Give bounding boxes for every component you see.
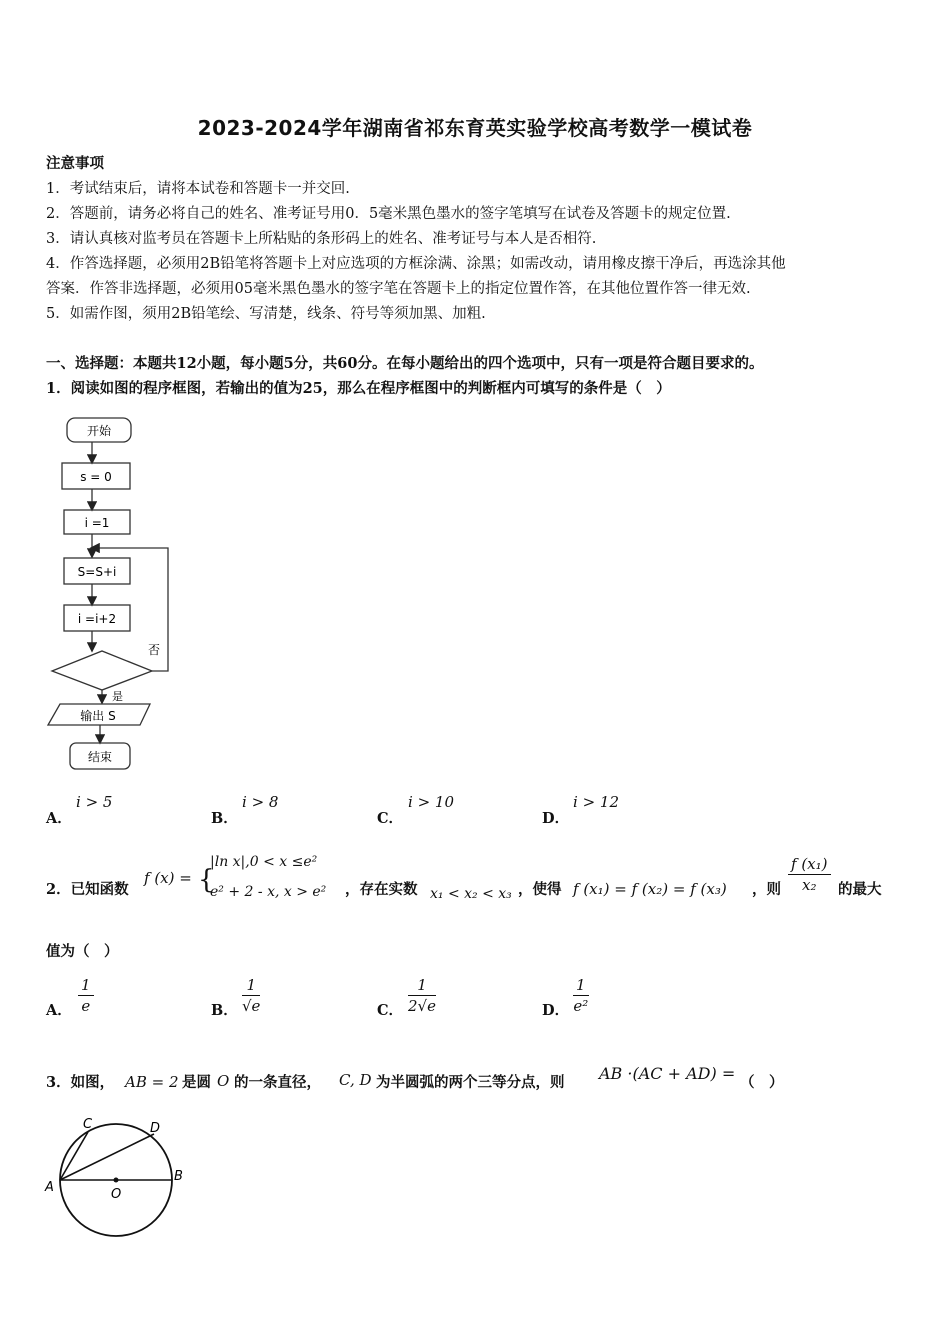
- flow-inc-label: i =i+2: [77, 612, 117, 626]
- flow-i1-label: i =1: [84, 516, 110, 530]
- q3-suffix: （ ）: [740, 1074, 784, 1091]
- q2-option-b-label: B．: [211, 1002, 238, 1019]
- point-a-label: A: [45, 1180, 54, 1195]
- q2-option-c: [408, 976, 436, 1015]
- q2-option-c-label: C．: [377, 1002, 404, 1019]
- q2-ratio-denominator: x₂: [802, 876, 817, 894]
- flow-end-label: 结束: [87, 750, 113, 764]
- q3-circle-figure: [40, 1112, 200, 1242]
- flow-start-label: 开始: [86, 424, 112, 438]
- q1-option-d: i > 12: [573, 793, 619, 811]
- q2-text-3: ，则: [752, 881, 781, 898]
- q2-ratio: [788, 855, 831, 894]
- point-o-label: O: [111, 1187, 122, 1202]
- q2-option-a: [78, 976, 94, 1015]
- q3-expression: AB ·(AC + AD) =: [599, 1064, 736, 1083]
- notice-item-4-cont: 答案．作答非选择题，必须用05毫米黑色墨水的签字笔在答题卡上的指定位置作答，在其他位置作答一律无效.: [46, 281, 751, 297]
- page-title: 2023-2024学年湖南省祁东育英实验学校高考数学一模试卷: [197, 116, 753, 140]
- q2-equation: f (x₁) = f (x₂) = f (x₃): [573, 880, 727, 898]
- q3-prefix: 3．如图，: [46, 1074, 115, 1091]
- center-point: [114, 1178, 119, 1183]
- q1-option-a-label: A．: [46, 810, 72, 827]
- q3-o: O: [217, 1072, 230, 1090]
- q2-ratio-numerator: f (x₁): [788, 855, 831, 875]
- notice-item-4: 4．作答选择题，必须用2B铅笔将答题卡上对应选项的方框涂满、涂黑；如需改动，请用橡皮擦干净后，再选涂其他: [46, 256, 786, 272]
- q2-option-d-num: 1: [576, 976, 586, 994]
- flow-out-label: 输出 S: [80, 709, 116, 723]
- q3-ab: AB = 2: [125, 1073, 179, 1091]
- q2-condition: x₁ < x₂ < x₃: [430, 886, 512, 902]
- q2-option-a-label: A．: [46, 1002, 72, 1019]
- q2-brace: {: [198, 865, 215, 895]
- q2-suffix: 的最大: [838, 881, 882, 898]
- notice-item-3: 3．请认真核对监考员在答题卡上所粘贴的条形码上的姓名、准考证号与本人是否相符.: [46, 231, 597, 247]
- q1-option-d-label: D．: [542, 810, 570, 827]
- q1-option-c: i > 10: [408, 793, 454, 811]
- notice-item-5: 5．如需作图，须用2B铅笔绘、写清楚，线条、符号等须加黑、加粗.: [46, 306, 486, 322]
- q2-text-2: ，使得: [518, 881, 562, 898]
- q2-option-b: [242, 976, 260, 1015]
- q2-case-2: e² + 2 - x, x > e²: [210, 884, 327, 900]
- q2-option-b-num: 1: [246, 976, 256, 994]
- q3-text-3: 为半圆弧的两个三等分点，则: [376, 1074, 565, 1091]
- flow-no-label: 否: [148, 643, 161, 657]
- flow-sum-label: S=S+i: [77, 565, 117, 579]
- q1-option-c-label: C．: [377, 810, 404, 827]
- flow-s0-label: s = 0: [80, 470, 112, 484]
- q1-option-b: i > 8: [242, 793, 279, 811]
- section-heading: 一、选择题：本题共12小题，每小题5分，共60分。在每小题给出的四个选项中，只有一项是符合题目要求的。: [46, 355, 764, 372]
- q3-text-2: 的一条直径，: [234, 1074, 321, 1091]
- notice-item-1: 1．考试结束后，请将本试卷和答题卡一并交回.: [46, 181, 350, 197]
- q2-option-c-num: 1: [417, 976, 427, 994]
- q1-option-a: i > 5: [76, 793, 113, 811]
- flow-yes-label: 是: [112, 690, 123, 703]
- q2-line-2: 值为（ ）: [46, 943, 119, 960]
- q2-option-a-num: 1: [81, 976, 91, 994]
- notice-heading: 注意事项: [46, 155, 104, 172]
- q2-option-d: [573, 976, 589, 1015]
- point-b-label: B: [174, 1169, 183, 1184]
- q2-option-b-den: √e: [242, 997, 261, 1015]
- q1-flowchart: [40, 410, 190, 780]
- flow-decision: [52, 651, 152, 690]
- point-d-label: D: [150, 1121, 161, 1136]
- notice-item-2: 2．答题前，请务必将自己的姓名、准考证号用0．5毫米黑色墨水的签字笔填写在试卷及答题卡的规定位置.: [46, 206, 731, 222]
- q2-f: f (x) =: [144, 869, 192, 887]
- q2-option-d-den: e²: [573, 997, 589, 1015]
- q2-text-1: ，存在实数: [345, 881, 418, 898]
- q2-case-1: |ln x|,0 < x ≤e²: [210, 854, 318, 870]
- q2-option-a-den: e: [78, 995, 94, 1015]
- q3-cd: C, D: [339, 1071, 372, 1089]
- q3-text-1: 是圆: [182, 1074, 211, 1091]
- point-c-label: C: [83, 1117, 93, 1132]
- q1-stem: 1．阅读如图的程序框图，若输出的值为25，那么在程序框图中的判断框内可填写的条件是（ ）: [46, 380, 671, 397]
- q1-option-b-label: B．: [211, 810, 238, 827]
- q2-option-c-den: 2√e: [408, 997, 436, 1015]
- q2-option-d-label: D．: [542, 1002, 570, 1019]
- q2-prefix: 2．已知函数: [46, 881, 129, 898]
